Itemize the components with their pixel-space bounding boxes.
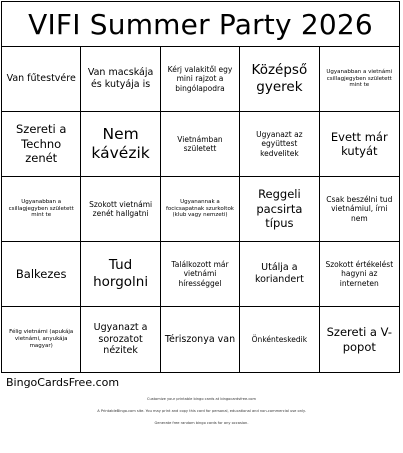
brand-label: BingoCardsFree.com — [6, 376, 120, 389]
bingo-cell: Középső gyerek — [240, 47, 319, 112]
fine-print-line-1: Customize your printable bingo cards at bingocardsfree.com — [146, 397, 257, 401]
bingo-cell: Nem kávézik — [81, 112, 160, 177]
bingo-grid — [2, 47, 399, 372]
bingo-cell: Tud horgolni — [81, 242, 160, 307]
bingo-cell: Vietnámban született — [161, 112, 240, 177]
bingo-cell: Van macskája és kutyája is — [81, 47, 160, 112]
bingo-cell: Tériszonya van — [161, 307, 240, 372]
bingo-cell: Van fűtestvére — [2, 47, 81, 112]
bingo-cell: Utálja a koriandert — [240, 242, 319, 307]
bingo-cell: Balkezes — [2, 242, 81, 307]
fine-print-line-2: A PrintableBingo.com site. You may print and copy this card for personal, educational and non-commercial use only. — [97, 409, 306, 413]
bingo-cell: Félig vietnámi (apukája vietnámi, anyukája magyar) — [2, 307, 81, 372]
bingo-cell: Szokott vietnámi zenét hallgatni — [81, 177, 160, 242]
bingo-cell: Ugyanazt az együttest kedvelitek — [240, 112, 319, 177]
bingo-cell: Szereti a Techno zenét — [2, 112, 81, 177]
bingo-cell: Ugyanazt a sorozatot nézitek — [81, 307, 160, 372]
bingo-cell: Ugyanannak a focicsapatnak szurkoltok (klub vagy nemzeti) — [161, 177, 240, 242]
bingo-cell: Önkénteskedik — [240, 307, 319, 372]
bingo-cell: Kérj valakitől egy mini rajzot a bingólapodra — [161, 47, 240, 112]
fine-print-line-3: Generate free random bingo cards for any occasion. — [154, 421, 249, 425]
bingo-cell: Ugyanabban a vietnámi csillagjegyben született mint te — [320, 47, 399, 112]
card-title: VIFI Summer Party 2026 — [2, 2, 399, 47]
bingo-cell: Ugyanabban a csillagjegyben született mint te — [2, 177, 81, 242]
bingo-cell: Reggeli pacsirta típus — [240, 177, 319, 242]
bingo-cell: Szokott értékelést hagyni az interneten — [320, 242, 399, 307]
bingo-cell: Csak beszélni tud vietnámiul, írni nem — [320, 177, 399, 242]
bingo-cell: Szereti a V-popot — [326, 325, 392, 354]
bingo-cell: Evett már kutyát — [320, 112, 399, 177]
bingo-card — [1, 1, 400, 373]
bingo-cell: Találkozott már vietnámi hírességgel — [161, 242, 240, 307]
